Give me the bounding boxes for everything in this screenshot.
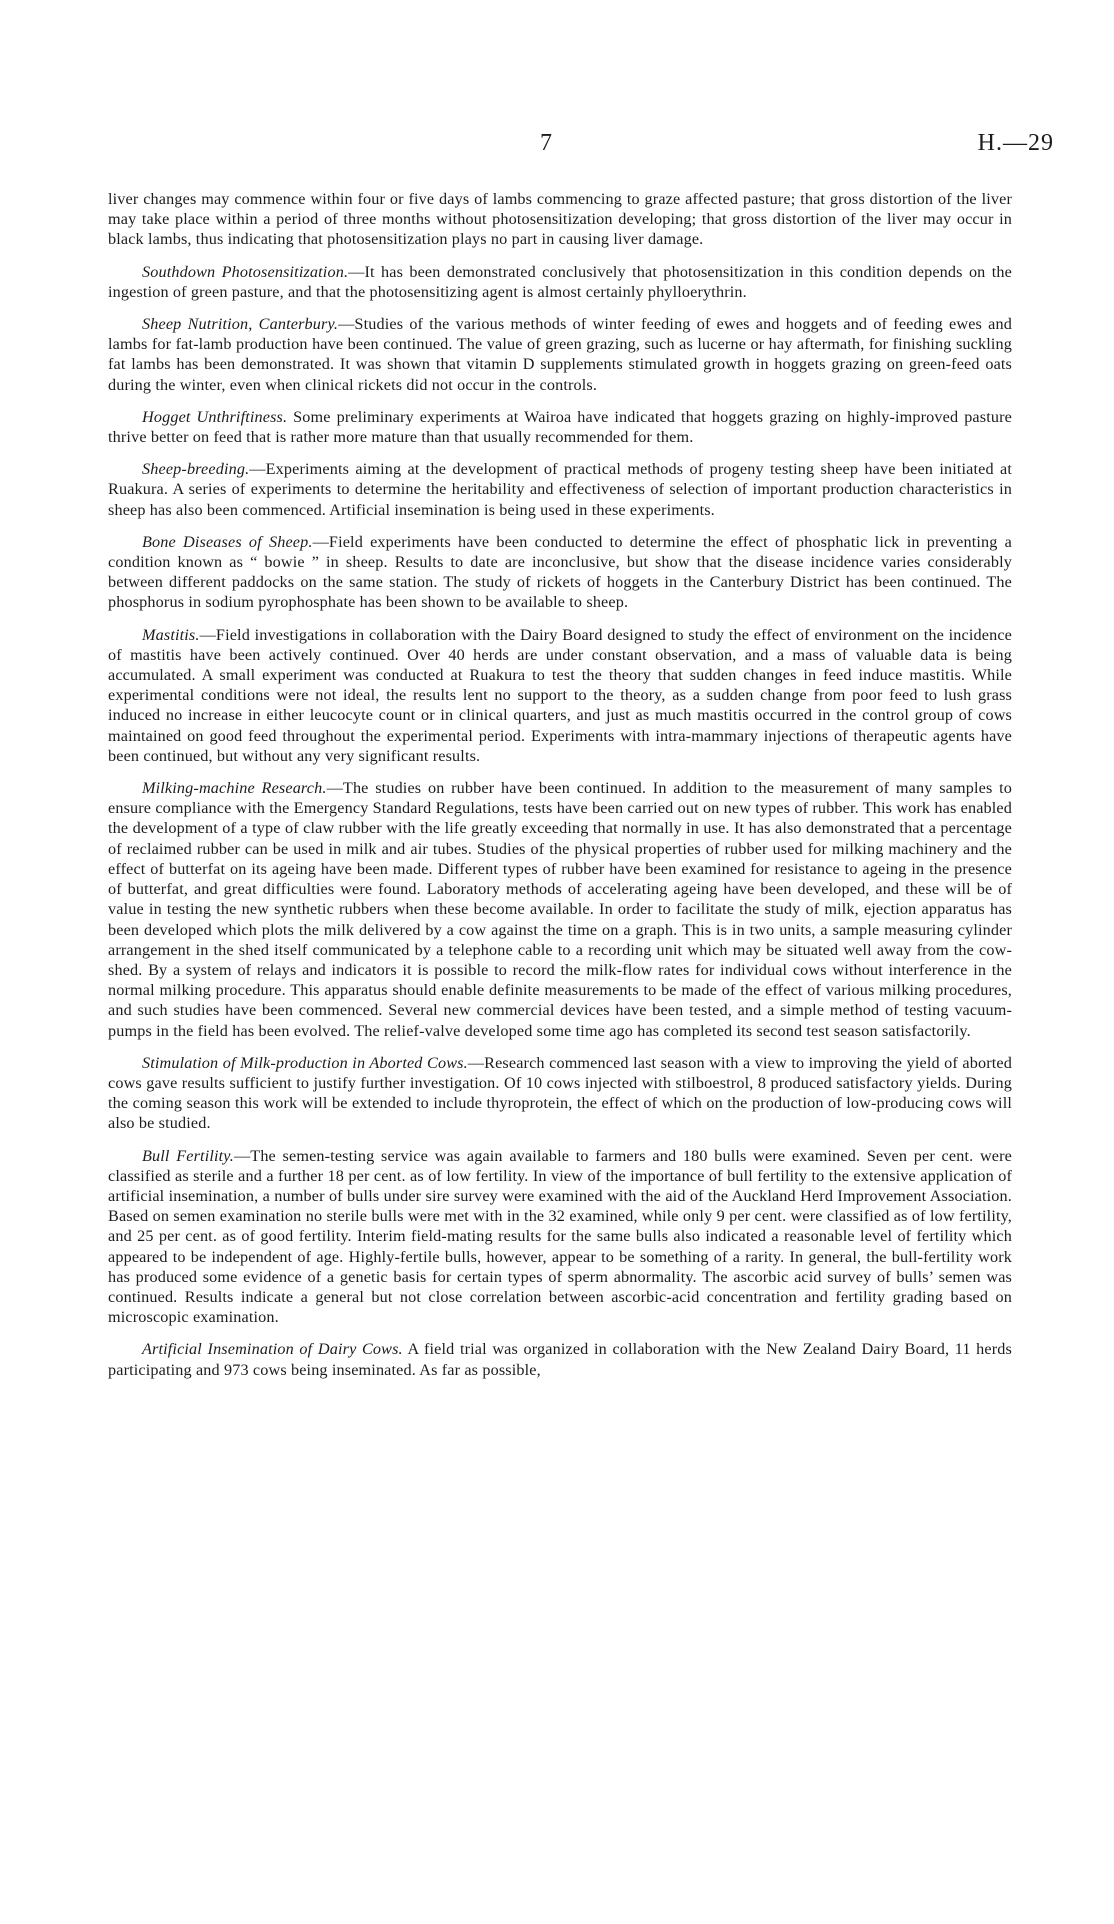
paragraph-sheep-nutrition	[108, 314, 1012, 395]
paragraph-heading: Sheep Nutrition, Canterbury.	[142, 315, 339, 334]
paragraph-bull-fertility	[108, 1146, 1012, 1328]
paragraph-heading: Stimulation of Milk-production in Aborted Cows.	[142, 1053, 468, 1072]
paragraph-text: —It has been demonstrated conclusively that photosensitization in this condition depends on the ingestion of green pasture, and that the photosensitizing agent is almost certainly phylloerythrin.	[108, 262, 1012, 301]
paragraph-heading: Sheep-breeding.	[142, 460, 250, 479]
paragraph-text: —Field investigations in collaboration with the Dairy Board designed to study the effect of environment on the incidence of mastitis have been actively continued. Over 40 herds are under constant observation, and a mass of valuable data is being accumulated. A small experiment was conducted at Ruakura to test the theory that sudden changes in feed induce mastitis. While experimental conditions were not ideal, the results lent no support to the theory, as a sudden change from poor feed to lush grass induced no increase in either leucocyte count or in clinical quarters, and just as much mastitis occurred in the control group of cows maintained on good feed throughout the experimental period. Experiments with intra-mammary injections of therapeutic agents have been continued, but without any very significant results.	[108, 625, 1012, 765]
paragraph-text: —Experiments aiming at the development of practical methods of progeny testing sheep have been initiated at Ruakura. A series of experiments to determine the heritability and effectiveness of selection of important production characteristics in sheep has also been commenced. Artificial insemination is being used in these experiments.	[108, 460, 1012, 519]
paragraph-text: A field trial was organized in collaboration with the New Zealand Dairy Board, 11 herds participating and 973 cows being inseminated. As far as possible,	[108, 1340, 1012, 1379]
paragraph-heading: Hogget Unthriftiness.	[142, 407, 288, 426]
page-number: 7	[540, 130, 553, 156]
paragraph-liver-changes	[108, 189, 1012, 250]
paragraph-text: —Research commenced last season with a view to improving the yield of aborted cows gave results sufficient to justify further investigation. Of 10 cows injected with stilboestrol, 8 produced satisfactory yields. During the coming season this work will be extended to include thyroprotein, the effect of which on the production of low-producing cows will also be studied.	[108, 1053, 1012, 1133]
paragraph-text: liver changes may commence within four or five days of lambs commencing to graze affected pasture; that gross distortion of the liver may take place within a period of three months without photosensitization developing; that gross distortion of the liver may occur in black lambs, thus indicating that photosensitization plays no part in causing liver damage.	[108, 190, 1012, 249]
paragraph-text: Some preliminary experiments at Wairoa have indicated that hoggets grazing on highly-improved pasture thrive better on feed that is rather more mature than that usually recommended for them.	[108, 407, 1012, 447]
paragraph-hogget-unthriftiness	[108, 407, 1012, 447]
paragraph-heading: Bone Diseases of Sheep.	[142, 532, 313, 551]
paragraph-heading: Mastitis.	[142, 625, 200, 644]
paragraph-stimulation-milk-production	[108, 1053, 1012, 1134]
paragraph-heading: Southdown Photosensitization.	[142, 262, 349, 281]
paragraph-heading: Artificial Insemination of Dairy Cows.	[142, 1340, 403, 1359]
paragraph-text: —Field experiments have been conducted to determine the effect of phosphatic lick in preventing a condition known as “ bowie ” in sheep. Results to date are inconclusive, but show that the disease incidence varies considerably between different paddocks on the same station. The study of rickets of hoggets in the Canterbury District has been continued. The phosphorus in sodium pyrophosphate has been shown to be available to sheep.	[108, 532, 1012, 612]
paragraph-artificial-insemination	[108, 1339, 1012, 1379]
paragraph-text: —Studies of the various methods of winter feeding of ewes and hoggets and of feeding ewes and lambs for fat-lamb production have been continued. The value of green grazing, such as lucerne or hay aftermath, for finishing suckling fat lambs has been demonstrated. It was shown that vitamin D supplements stimulated growth in hoggets grazing on green-feed oats during the winter, even when clinical rickets did not occur in the controls.	[108, 315, 1012, 394]
body-text	[108, 189, 1012, 1392]
paragraph-mastitis	[108, 625, 1012, 766]
paragraph-southdown-photosensitization	[108, 262, 1012, 302]
paragraph-heading: Milking-machine Research.	[142, 779, 327, 798]
paragraph-sheep-breeding	[108, 459, 1012, 520]
document-reference: H.—29	[977, 130, 1054, 156]
paragraph-milking-machine-research	[108, 778, 1012, 1041]
paragraph-bone-diseases	[108, 532, 1012, 613]
paragraph-text: —The studies on rubber have been continued. In addition to the measurement of many samples to ensure compliance with the Emergency Standard Regulations, tests have been carried out on new types of rubber. This work has enabled the development of a type of claw rubber with the life greatly exceeding that normally in use. It has also demonstrated that a percentage of reclaimed rubber can be used in milk and air tubes. Studies of the physical properties of rubber used for milking machinery and the effect of butterfat on its ageing have been made. Different types of rubber have been examined for resistance to ageing in the presence of butterfat, and great difficulties were found. Laboratory methods of accelerating ageing have been developed, and these will be of value in testing the new synthetic rubbers when these become available. In order to facilitate the study of milk, ejection apparatus has been developed which plots the milk delivered by a cow against the time on a graph. This is in two units, a sample measuring cylinder arrangement in the shed itself communicated by a telephone cable to a recording unit which may be situated well away from the cow-shed. By a system of relays and indicators it is possible to record the milk-flow rates for individual cows without interference in the normal milking procedure. This apparatus should enable definite measurements to be made of the effect of various milking procedures, and such studies have been commenced. Several new commercial devices have been tested, and a simple method of testing vacuum-pumps in the field has been evolved. The relief-valve developed some time ago has completed its second test season satisfactorily.	[108, 779, 1012, 1040]
paragraph-heading: Bull Fertility.	[142, 1146, 234, 1165]
paragraph-text: —The semen-testing service was again available to farmers and 180 bulls were examined. Seven per cent. were classified as sterile and a further 18 per cent. as of low fertility. In view of the importance of bull fertility to the extensive application of artificial insemination, a number of bulls under sire survey were examined with the aid of the Auckland Herd Improvement Association. Based on semen examination no sterile bulls were met with in the 32 examined, while only 9 per cent. were classified as of low fertility, and 25 per cent. as of good fertility. Interim field-mating results for the same bulls also indicated a reasonable level of fertility which appeared to be independent of age. Highly-fertile bulls, however, appear to be something of a rarity. In general, the bull-fertility work has produced some evidence of a genetic basis for certain types of sperm abnormality. The ascorbic acid survey of bulls’ semen was continued. Results indicate a general but not close correlation between ascorbic-acid concentration and fertility grading based on microscopic examination.	[108, 1146, 1012, 1327]
